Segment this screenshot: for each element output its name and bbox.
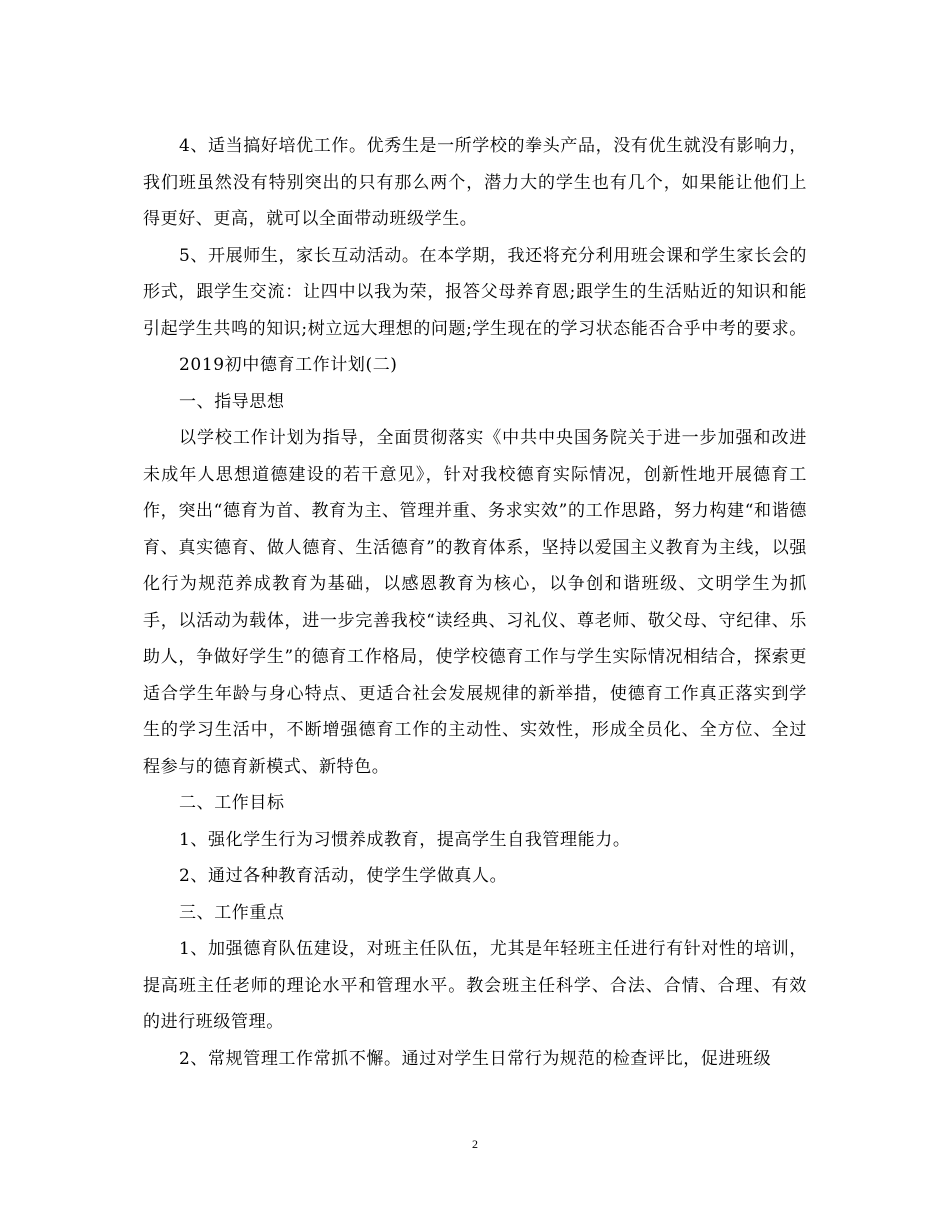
- paragraph-item-5-parent-interaction: 5、开展师生，家长互动活动。在本学期，我还将充分利用班会课和学生家长会的形式，跟学生交流：让四中以我为荣，报答父母养育恩;跟学生的生活贴近的知识和能引起学生共鸣的知识;树立远大理想的问题;学生现在的学习状态能否合乎中考的要求。: [143, 245, 807, 339]
- heading-work-focus: 三、工作重点: [179, 902, 285, 923]
- paragraph-item-4-top-students: 4、适当搞好培优工作。优秀生是一所学校的拳头产品，没有优生就没有影响力，我们班虽然没有特别突出的只有那么两个，潜力大的学生也有几个，如果能让他们上得更好、更高，就可以全面带动班级学生。: [143, 136, 807, 229]
- goal-item-2: 2、通过各种教育活动，使学生学做真人。: [179, 866, 508, 886]
- heading-guiding-ideology: 一、指导思想: [179, 391, 285, 412]
- section-title-plan-2: 2019初中德育工作计划(二): [179, 355, 398, 375]
- heading-work-goals: 二、工作目标: [179, 793, 285, 813]
- document-body: [143, 128, 807, 1077]
- goal-item-1: 1、强化学生行为习惯养成教育，提高学生自我管理能力。: [179, 829, 631, 850]
- paragraph-guiding-ideology: 以学校工作计划为指导，全面贯彻落实《中共中央国务院关于进一步加强和改进未成年人思想道德建设的若干意见》，针对我校德育实际情况，创新性地开展德育工作，突出“德育为首、教育为主、管理并重、务求实效”的工作思路，努力构建“和谐德育、真实德育、做人德育、生活德育”的教育体系，坚持以爱国主义教育为主线，以强化行为规范养成教育为基础，以感恩教育为核心，以争创和谐班级、文明学生为抓手，以活动为载体，进一步完善我校“读经典、习礼仪、尊老师、敬父母、守纪律、乐助人，争做好学生”的德育工作格局，使学校德育工作与学生实际情况相结合，探索更适合学生年龄与身心特点、更适合社会发展规律的新举措，使德育工作真正落实到学生的学习生活中，不断增强德育工作的主动性、实效性，形成全员化、全方位、全过程参与的德育新模式、新特色。: [143, 428, 807, 777]
- focus-item-2: 2、常规管理工作常抓不懈。通过对学生日常行为规范的检查评比，促进班级: [179, 1048, 772, 1069]
- focus-item-1: 1、加强德育队伍建设，对班主任队伍，尤其是年轻班主任进行有针对性的培训，提高班主任老师的理论水平和管理水平。教会班主任科学、合法、合情、合理、有效的进行班级管理。: [143, 939, 807, 1032]
- page-number: 2: [472, 1137, 478, 1151]
